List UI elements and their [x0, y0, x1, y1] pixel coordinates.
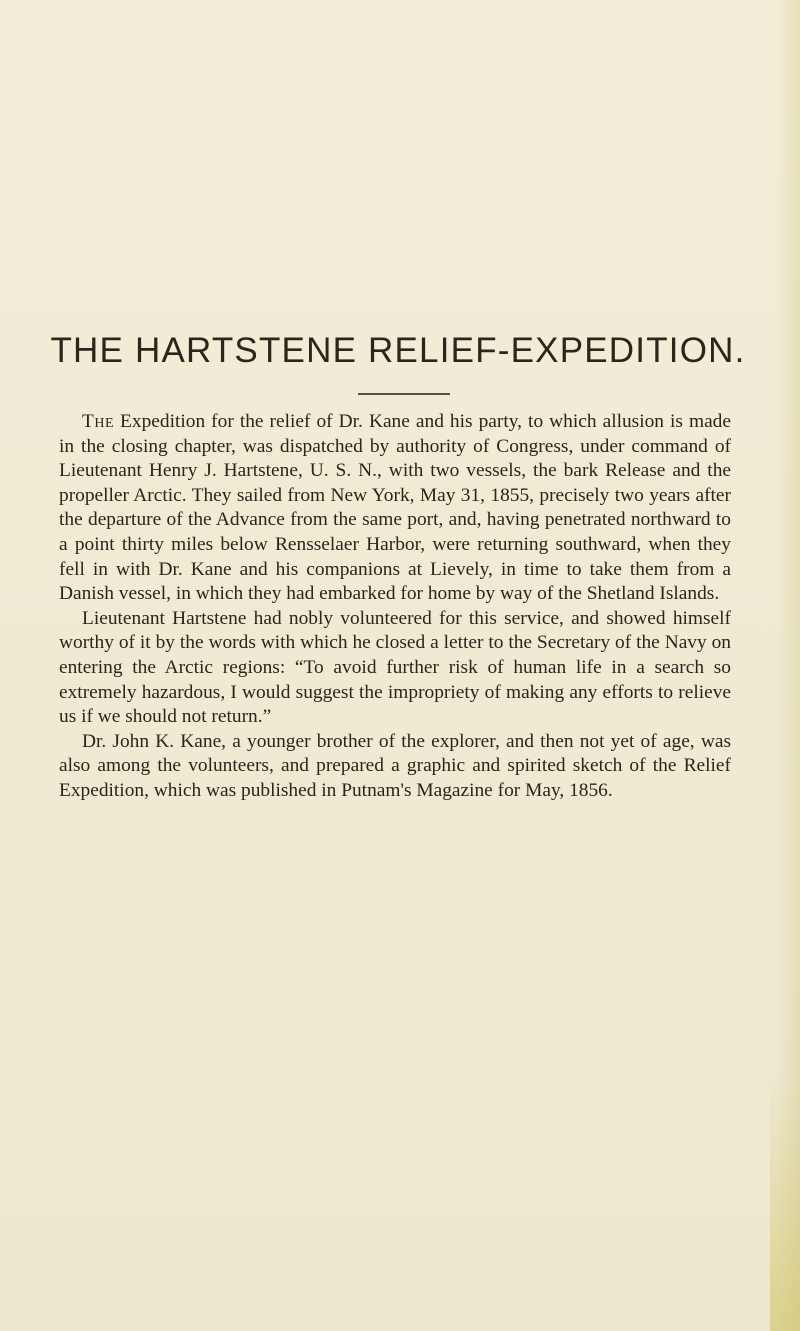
- chapter-title: THE HARTSTENE RELIEF-EXPEDITION.: [50, 331, 746, 370]
- page-stain: [770, 1071, 800, 1331]
- paragraph-lead-word: The: [82, 411, 115, 432]
- paragraph-3: Dr. John K. Kane, a younger brother of the explorer, and then not yet of age, was also among the volunteers, and prepared a graphic and spirited sketch of the Relief Expedition, which was published in Putnam's Magazine for May, 1856.: [59, 730, 731, 801]
- paragraph-2: Lieutenant Hartstene had nobly volunteered for this service, and showed himself worthy of it by the words with which he closed a letter to the Secretary of the Navy on entering the Arctic regions: “To avoid further risk of human life in a search so extremely hazardous, I would suggest the impropriety of making any efforts to relieve us if we should not return.”: [59, 607, 731, 728]
- title-divider: [358, 393, 450, 395]
- paragraph-1: [59, 410, 731, 607]
- chapter-body: [59, 410, 731, 804]
- paragraph-1-text: Expedition for the relief of Dr. Kane and his party, to which allusion is made in the closing chapter, was dispatched by authority of Congress, under command of Lieutenant Henry J. Hartstene, U. S. N., with two vessels, the bark Release and the propeller Arctic. They sailed from New York, May 31, 1855, precisely two years after the departure of the Advance from the same port, and, having penetrated northward to a point thirty miles below Rensselaer Harbor, were returning southward, when they fell in with Dr. Kane and his companions at Lievely, in time to take them from a Danish vessel, in which they had embarked for home by way of the Shetland Islands.: [59, 411, 731, 605]
